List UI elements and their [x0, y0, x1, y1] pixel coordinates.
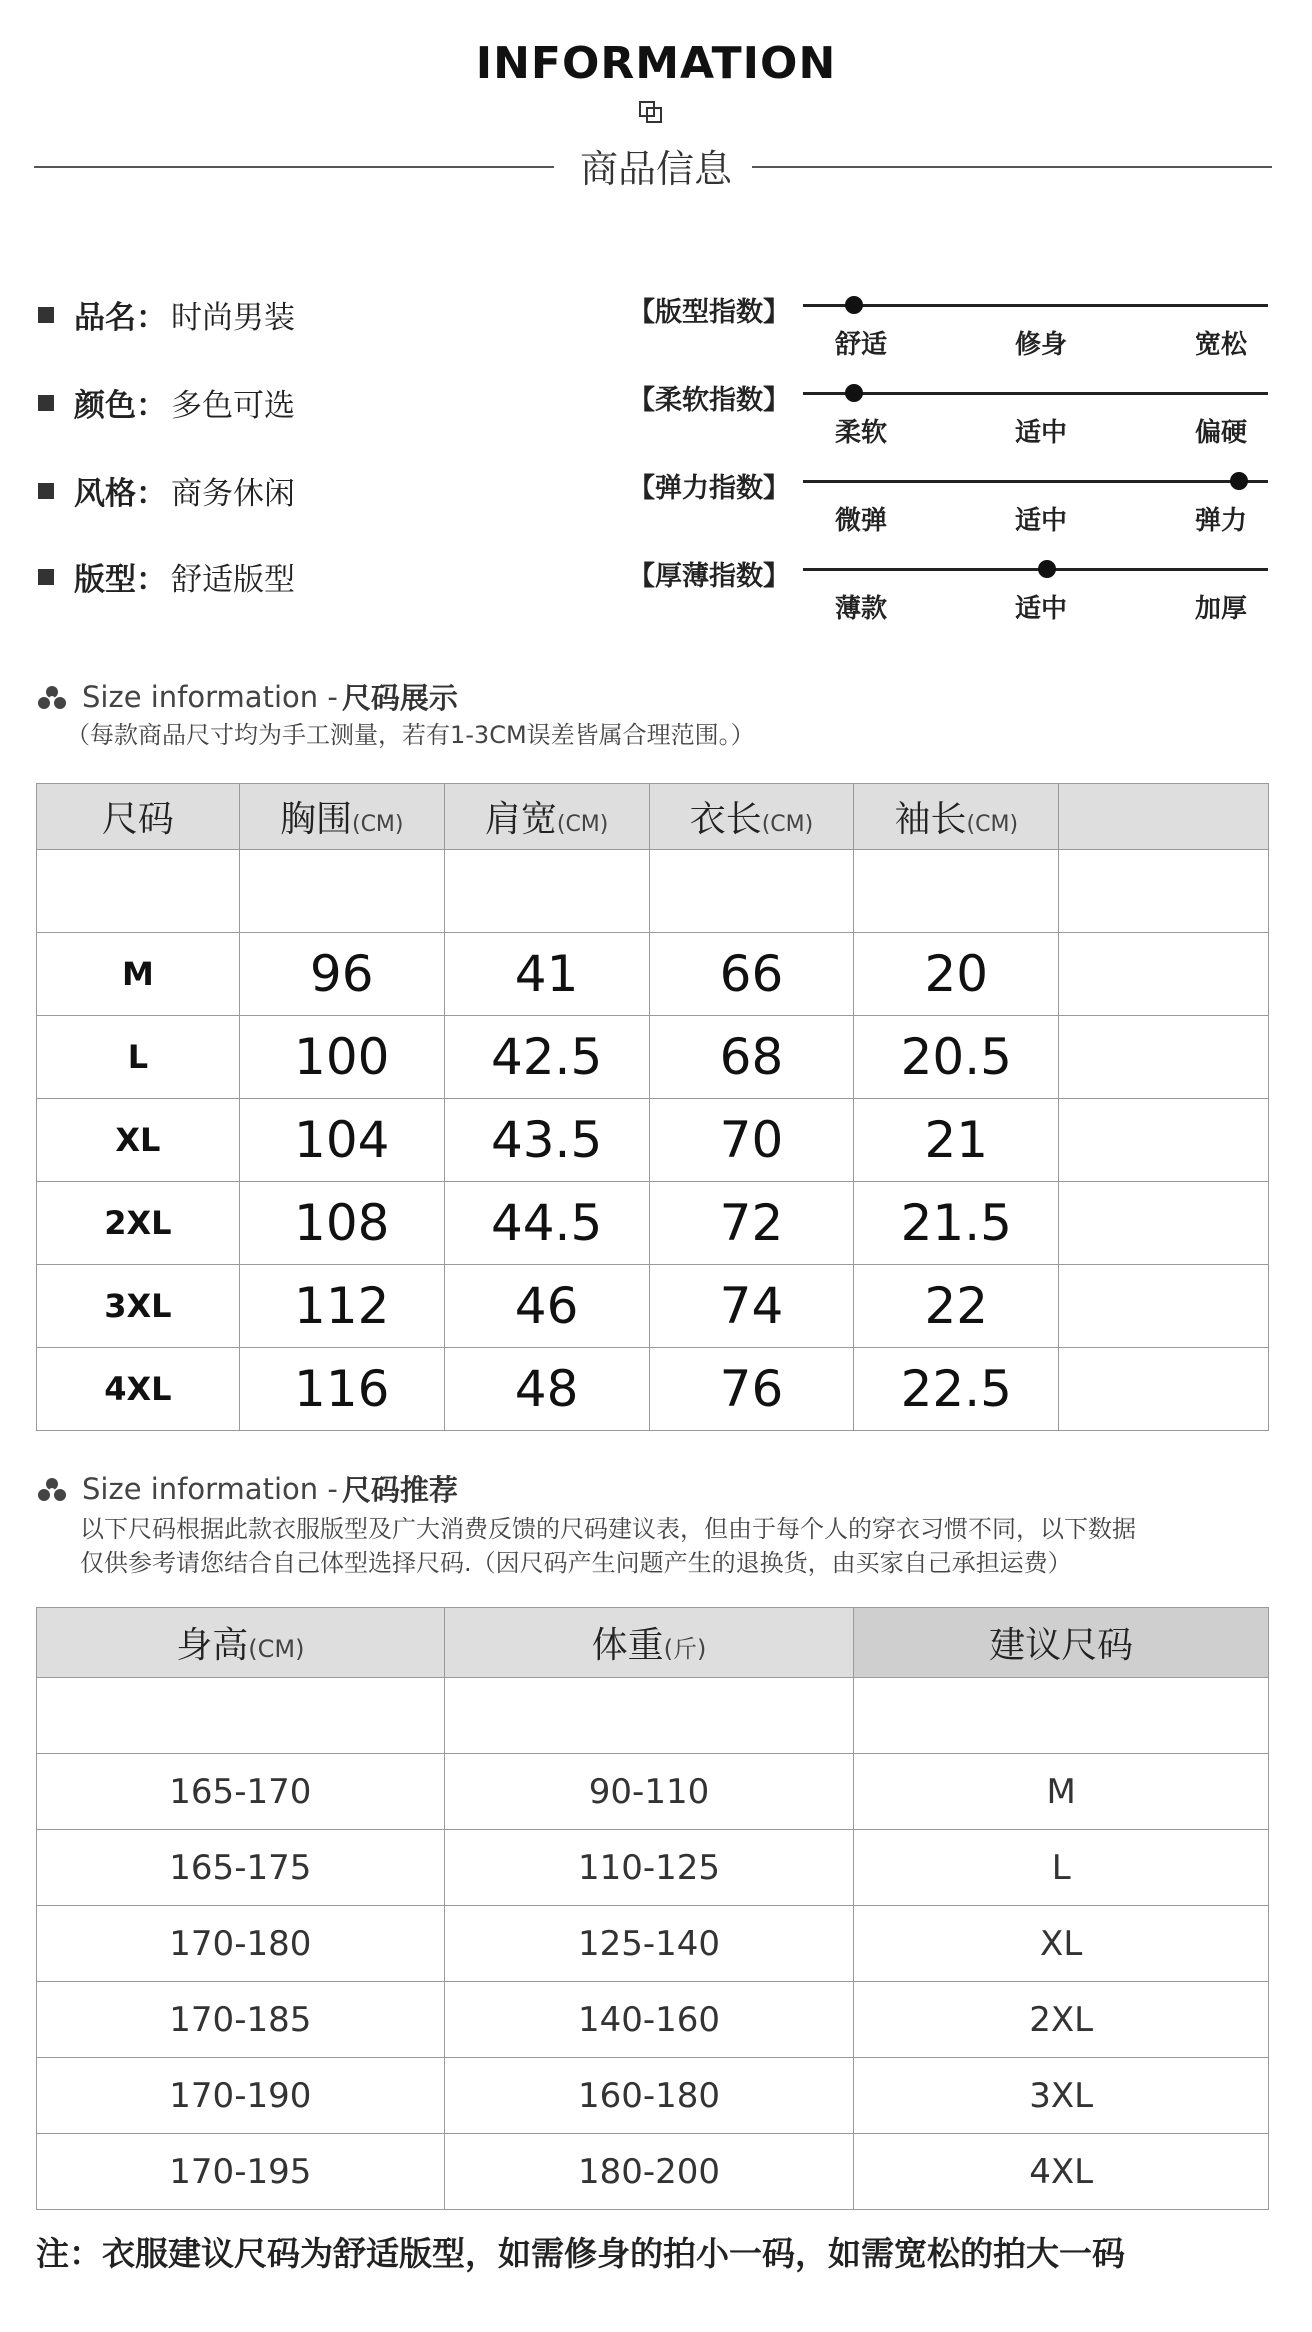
note-line: 以下尺码根据此款衣服版型及广大消费反馈的尺码建议表，但由于每个人的穿衣习惯不同，以下数据: [80, 1515, 1136, 1543]
note-line: 仅供参考请您结合自己体型选择尺码.（因尺码产生问题产生的退换货，由买家自己承担运费）: [80, 1549, 1072, 1577]
index-dot: [1038, 560, 1056, 578]
index-tick: 适中: [1014, 418, 1067, 448]
radiation-icon: [36, 684, 68, 710]
index-dot: [1230, 472, 1248, 490]
size-recommend-table: [36, 1607, 1269, 2210]
footer-note: 注：衣服建议尺码为舒适版型，如需修身的拍小一码，如需宽松的拍大一码: [36, 2234, 1125, 2273]
index-label: 【弹力指数】: [628, 473, 790, 504]
size-recommend-note: [80, 1512, 1136, 1580]
info-key: 版型: [74, 562, 136, 598]
info-value: 商务休闲: [171, 476, 295, 512]
col-header: 体重(斤): [444, 1608, 854, 1678]
col-header: 胸围(CM): [239, 784, 444, 850]
bullet-square-icon: [38, 307, 54, 323]
info-value: 多色可选: [171, 388, 295, 424]
col-header: 袖长(CM): [854, 784, 1059, 850]
index-tick: 适中: [1014, 506, 1067, 536]
size-display-note: （每款商品尺寸均为手工测量，若有1-3CM误差皆属合理范围。）: [66, 721, 755, 749]
table-row: 4XL 116 48 76 22.5: [37, 1348, 1269, 1431]
index-scale: [628, 472, 1268, 552]
table-row: XL 104 43.5 70 21: [37, 1099, 1269, 1182]
table-row: 170-185 140-160 2XL: [37, 1982, 1269, 2058]
index-tick: 修身: [1014, 330, 1067, 360]
table-row-blank: [37, 1678, 1269, 1754]
index-line: [803, 480, 1268, 483]
index-label: 【版型指数】: [628, 297, 790, 328]
col-header: 建议尺码: [854, 1608, 1269, 1678]
size-display-table: [36, 783, 1269, 1431]
info-row-fit: 版型 ： 舒适版型: [38, 554, 295, 599]
info-value: 时尚男装: [171, 300, 295, 336]
info-key: 风格: [74, 476, 136, 512]
index-tick: 加厚: [1194, 594, 1247, 624]
index-tick: 适中: [1014, 594, 1067, 624]
table-row: L 100 42.5 68 20.5: [37, 1016, 1269, 1099]
radiation-icon: [36, 1476, 68, 1502]
index-tick: 柔软: [834, 418, 887, 448]
table-row: 2XL 108 44.5 72 21.5: [37, 1182, 1269, 1265]
col-header: 尺码: [37, 784, 240, 850]
table-row: 170-195 180-200 4XL: [37, 2134, 1269, 2210]
size-display-heading: [36, 676, 458, 717]
heading-zh: 尺码推荐: [341, 1473, 458, 1507]
squares-icon: [638, 100, 664, 124]
table-row: M 96 41 66 20: [37, 933, 1269, 1016]
page-subtitle: 商品信息: [579, 147, 732, 191]
heading-en: Size information -: [82, 1471, 338, 1506]
index-tick: 弹力: [1194, 506, 1247, 536]
info-row-name: 品名 ： 时尚男装: [38, 292, 295, 337]
col-header: [1059, 784, 1269, 850]
info-key: 颜色: [74, 388, 136, 424]
bullet-square-icon: [38, 395, 54, 411]
table-row: 165-170 90-110 M: [37, 1754, 1269, 1830]
heading-zh: 尺码展示: [341, 681, 458, 715]
index-line: [803, 304, 1268, 307]
page-title: INFORMATION: [475, 38, 837, 89]
index-scale: [628, 560, 1268, 640]
index-dot: [845, 296, 863, 314]
index-label: 【柔软指数】: [628, 385, 790, 416]
table-row: 170-180 125-140 XL: [37, 1906, 1269, 1982]
size-recommend-heading: [36, 1468, 458, 1509]
heading-en: Size information -: [82, 679, 338, 714]
table-row-blank: [37, 850, 1269, 933]
table-row: 165-175 110-125 L: [37, 1830, 1269, 1906]
bullet-square-icon: [38, 569, 54, 585]
index-tick: 偏硬: [1194, 418, 1247, 448]
table-row: 170-190 160-180 3XL: [37, 2058, 1269, 2134]
col-header: 肩宽(CM): [444, 784, 649, 850]
bullet-square-icon: [38, 483, 54, 499]
index-tick: 薄款: [834, 594, 887, 624]
info-row-color: 颜色 ： 多色可选: [38, 380, 295, 425]
index-tick: 舒适: [834, 330, 887, 360]
index-scale: [628, 296, 1268, 376]
col-header: 衣长(CM): [649, 784, 854, 850]
index-dot: [845, 384, 863, 402]
table-row: 3XL 112 46 74 22: [37, 1265, 1269, 1348]
info-value: 舒适版型: [171, 562, 295, 598]
info-row-style: 风格 ： 商务休闲: [38, 468, 295, 513]
index-tick: 宽松: [1194, 330, 1247, 360]
col-header: 身高(CM): [37, 1608, 445, 1678]
index-label: 【厚薄指数】: [628, 561, 790, 592]
index-line: [803, 392, 1268, 395]
index-line: [803, 568, 1268, 571]
index-scale: [628, 384, 1268, 464]
info-key: 品名: [74, 300, 136, 336]
index-tick: 微弹: [834, 506, 887, 536]
